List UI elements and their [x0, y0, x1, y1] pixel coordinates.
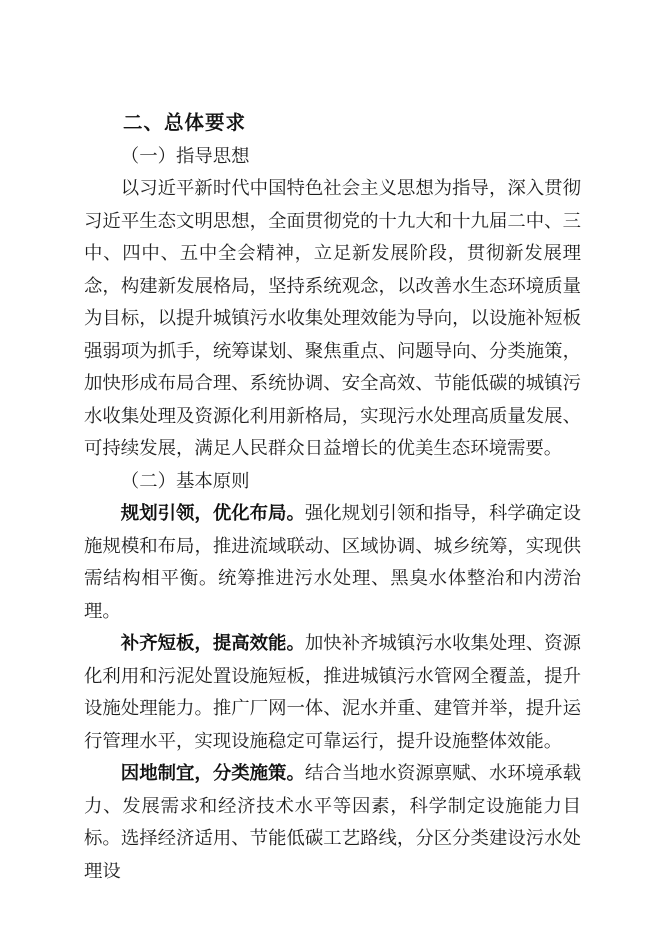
paragraph-shortboard-efficiency — [84, 627, 581, 757]
document-content — [84, 107, 581, 887]
paragraph-text: 以习近平新时代中国特色社会主义思想为指导，深入贯彻习近平生态文明思想，全面贯彻党的十九大和十九届二中、三中、四中、五中全会精神，立足新发展阶段，贯彻新发展理念，构建新发展格局，坚持系统观念，以改善水生态环境质量为目标，以提升城镇污水收集处理效能为导向，以设施补短板强弱项为抓手，统筹谋划、聚焦重点、问题导向、分类施策，加快形成布局合理、系统协调、安全高效、节能低碳的城镇污水收集处理及资源化利用新格局，实现污水处理高质量发展、可持续发展，满足人民群众日益增长的优美生态环境需要。 — [84, 178, 581, 458]
paragraph-local-conditions — [84, 757, 581, 887]
subheading-guiding-ideology: （一）指导思想 — [120, 145, 250, 166]
section-heading: 二、总体要求 — [123, 112, 247, 134]
paragraph-lead: 因地制宜，分类施策。 — [120, 762, 305, 783]
paragraph-lead: 补齐短板，提高效能。 — [120, 632, 305, 653]
paragraph-guiding-ideology — [84, 172, 581, 465]
subheading-basic-principles: （二）基本原则 — [120, 470, 250, 491]
paragraph-planning-layout — [84, 497, 581, 627]
paragraph-text: 结合当地水资源禀赋、水环境承载力、发展需求和经济技术水平等因素，科学制定设施能力目标。选择经济适用、节能低碳工艺路线，分区分类建设污水处理设 — [84, 763, 581, 881]
paragraph-text: 强化规划引领和指导，科学确定设施规模和布局，推进流域联动、区域协调、城乡统筹，实现供需结构相平衡。统筹推进污水处理、黑臭水体整治和内涝治理。 — [84, 503, 581, 621]
paragraph-lead: 规划引领，优化布局。 — [120, 502, 305, 523]
paragraph-text: 加快补齐城镇污水收集处理、资源化利用和污泥处置设施短板，推进城镇污水管网全覆盖，提升设施处理能力。推广厂网一体、泥水并重、建管并举，提升运行管理水平，实现设施稳定可靠运行，提升设施整体效能。 — [84, 633, 581, 751]
